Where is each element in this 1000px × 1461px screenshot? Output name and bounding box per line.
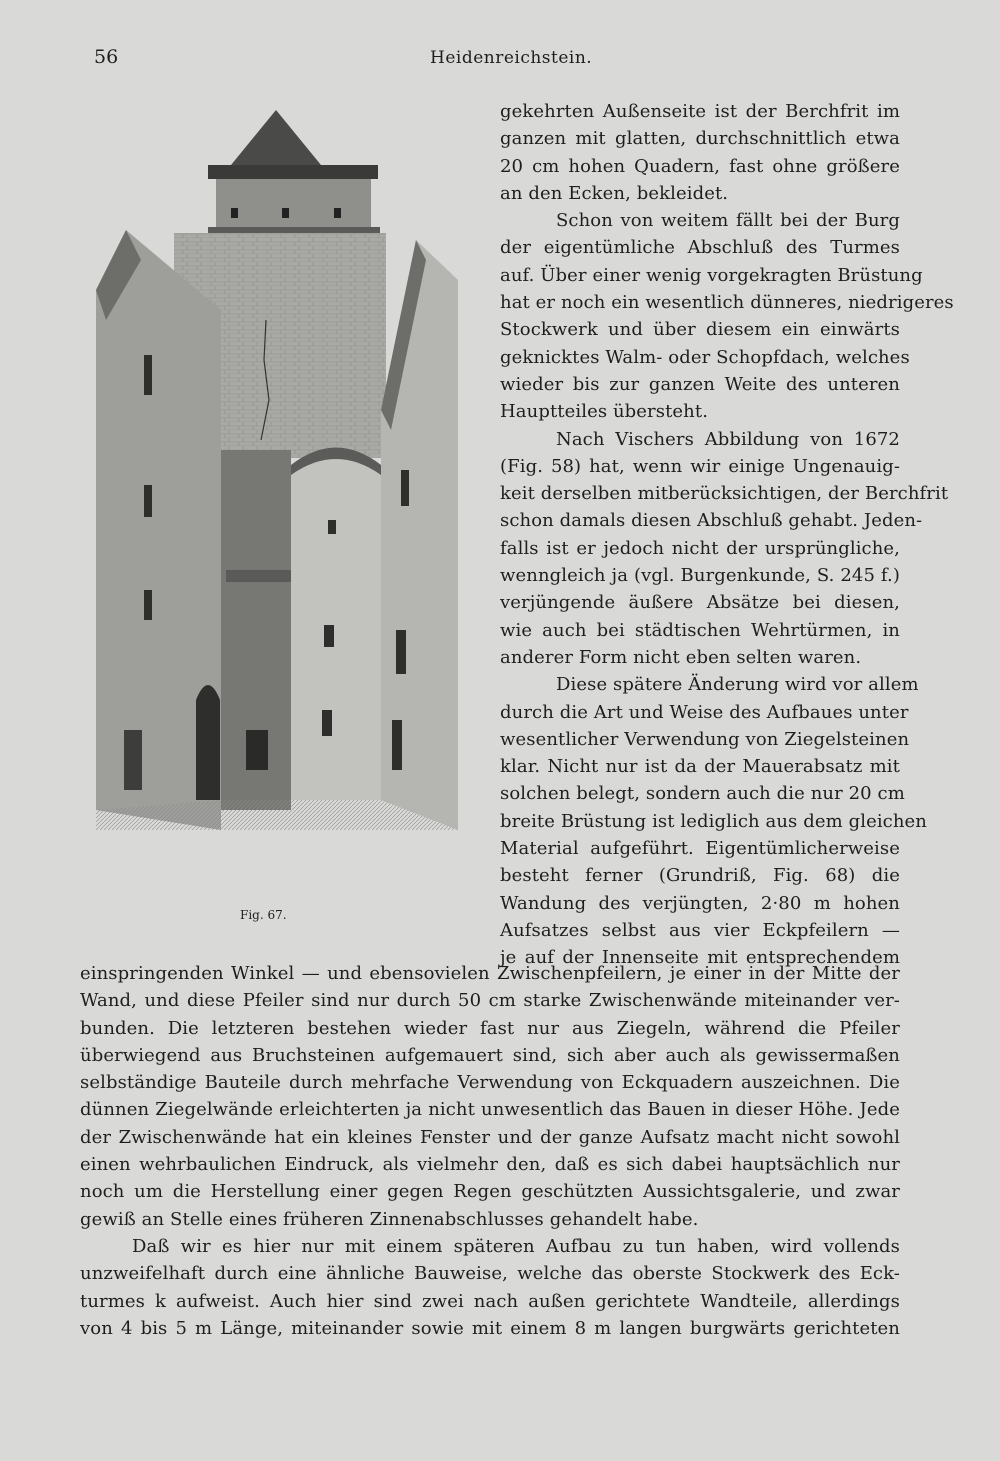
text-line: (Fig. 58) hat, wenn wir einige Ungenauig- bbox=[500, 455, 900, 477]
text-line: der eigentümliche Abschluß des Turmes bbox=[500, 237, 900, 259]
text-line: wieder bis zur ganzen Weite des unteren bbox=[500, 373, 900, 395]
text-line: Diese spätere Änderung wird vor allem bbox=[556, 674, 919, 696]
text-line: breite Brüstung ist lediglich aus dem gleichen bbox=[500, 810, 927, 832]
full-width-text bbox=[80, 960, 900, 1342]
text-line: Hauptteiles übersteht. bbox=[500, 401, 709, 423]
text-line: je auf der Innenseite mit entsprechendem bbox=[500, 947, 900, 969]
text-line: unzweifelhaft durch eine ähnliche Bauweise, welche das oberste Stockwerk des Eck- bbox=[80, 1263, 900, 1285]
text-line: Nach Vischers Abbildung von 1672 bbox=[556, 428, 900, 450]
text-line: ganzen mit glatten, durchschnittlich etwa bbox=[500, 128, 900, 150]
text-line: falls ist er jedoch nicht der ursprüngliche, bbox=[500, 537, 900, 559]
text-line: von 4 bis 5 m Länge, miteinander sowie mit einem 8 m langen burgwärts gerichteten bbox=[80, 1317, 900, 1339]
castle-tower-engraving bbox=[96, 110, 458, 830]
text-line: hat er noch ein wesentlich dünneres, niedrigeres bbox=[500, 292, 954, 314]
text-line: gekehrten Außenseite ist der Berchfrit im bbox=[500, 101, 900, 122]
text-line: durch die Art und Weise des Aufbaues unter bbox=[500, 701, 909, 723]
text-line: gewiß an Stelle eines früheren Zinnenabschlusses gehandelt habe. bbox=[80, 1208, 699, 1230]
text-line: einen wehrbaulichen Eindruck, als vielmehr den, daß es sich dabei hauptsächlich nur bbox=[80, 1154, 900, 1176]
text-line: klar. Nicht nur ist da der Mauerabsatz mit bbox=[500, 756, 900, 778]
running-title: Heidenreichstein. bbox=[430, 48, 593, 68]
text-line: wenngleich ja (vgl. Burgenkunde, S. 245 f.) bbox=[500, 565, 900, 587]
text-line: Material aufgeführt. Eigentümlicherweise bbox=[500, 838, 900, 860]
figure-illustration bbox=[96, 110, 458, 830]
text-line: besteht ferner (Grundriß, Fig. 68) die bbox=[500, 865, 900, 887]
text-line: Wand, und diese Pfeiler sind nur durch 50 cm starke Zwischenwände miteinander ver- bbox=[80, 990, 900, 1012]
text-line: Wandung des verjüngten, 2·80 m hohen bbox=[500, 892, 900, 914]
text-line: 20 cm hohen Quadern, fast ohne größere bbox=[500, 155, 900, 177]
text-line: noch um die Herstellung einer gegen Regen geschützten Aussichtsgalerie, und zwar bbox=[80, 1181, 900, 1203]
text-line: überwiegend aus Bruchsteinen aufgemauert sind, sich aber auch als gewissermaßen bbox=[80, 1044, 900, 1066]
text-line: dünnen Ziegelwände erleichterten ja nicht unwesentlich das Bauen in dieser Höhe. Jede bbox=[80, 1099, 900, 1121]
text-line: schon damals diesen Abschluß gehabt. Jeden- bbox=[500, 510, 923, 532]
page-number: 56 bbox=[94, 46, 119, 68]
text-line: solchen belegt, sondern auch die nur 20 cm bbox=[500, 783, 905, 805]
text-line: wie auch bei städtischen Wehrtürmen, in bbox=[500, 619, 900, 641]
text-line: turmes k aufweist. Auch hier sind zwei nach außen gerichtete Wandteile, allerdings bbox=[80, 1290, 900, 1312]
text-line: Stockwerk und über diesem ein einwärts bbox=[500, 319, 900, 341]
text-line: bunden. Die letzteren bestehen wieder fast nur aus Ziegeln, während die Pfeiler bbox=[80, 1017, 900, 1039]
text-line: auf. Über einer wenig vorgekragten Brüstung bbox=[500, 264, 923, 286]
text-line: keit derselben mitberücksichtigen, der Berchfrit bbox=[500, 483, 949, 505]
figure-caption: Fig. 67. bbox=[240, 908, 287, 922]
text-line: Schon von weitem fällt bei der Burg bbox=[556, 210, 900, 232]
text-line: anderer Form nicht eben selten waren. bbox=[500, 646, 862, 668]
text-line: an den Ecken, bekleidet. bbox=[500, 182, 729, 204]
text-line: einspringenden Winkel — und ebensovielen Zwischenpfeilern, je einer in der Mitte der bbox=[80, 963, 900, 984]
text-line: verjüngende äußere Absätze bei diesen, bbox=[500, 592, 900, 614]
text-line: geknicktes Walm- oder Schopfdach, welches bbox=[500, 346, 910, 368]
right-column-text bbox=[500, 98, 954, 972]
text-line: Aufsatzes selbst aus vier Eckpfeilern — bbox=[500, 919, 900, 941]
text-line: Daß wir es hier nur mit einem späteren Aufbau zu tun haben, wird vollends bbox=[132, 1235, 900, 1257]
text-line: wesentlicher Verwendung von Ziegelsteinen bbox=[500, 728, 910, 750]
text-line: der Zwischenwände hat ein kleines Fenster und der ganze Aufsatz macht nicht sowohl bbox=[80, 1126, 900, 1148]
text-line: selbständige Bauteile durch mehrfache Verwendung von Eckquadern auszeichnen. Die bbox=[80, 1072, 900, 1094]
